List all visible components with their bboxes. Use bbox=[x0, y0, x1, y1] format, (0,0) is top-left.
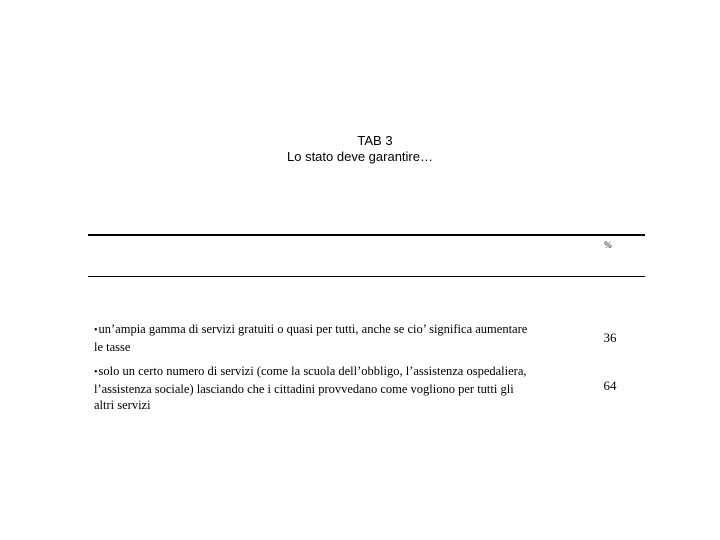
row-percent-value: 64 bbox=[603, 378, 617, 393]
table-subtitle: Lo stato deve garantire… bbox=[287, 149, 433, 164]
row-label-text: solo un certo numero di servizi (come la scuola dell’obbligo, l’assistenza ospedaliera, l’assistenza sociale) lasciando che i cittadini provvedano come vogliono per tutti gli altri servizi bbox=[94, 364, 527, 412]
table-number: TAB 3 bbox=[357, 133, 393, 148]
bullet-icon: • bbox=[94, 367, 98, 378]
row-label bbox=[94, 363, 534, 413]
table-top-rule bbox=[88, 234, 645, 236]
table-row bbox=[94, 321, 634, 355]
table-title bbox=[0, 133, 720, 165]
row-label-text: un’ampia gamma di servizi gratuiti o quasi per tutti, anche se cio’ significa aumentare le tasse bbox=[94, 322, 528, 354]
bullet-icon: • bbox=[94, 325, 98, 336]
table-row bbox=[94, 363, 634, 413]
table-header-rule bbox=[88, 276, 645, 277]
row-percent-value: 36 bbox=[603, 330, 617, 345]
row-label bbox=[94, 321, 534, 355]
percent-column-header: % bbox=[604, 240, 612, 250]
